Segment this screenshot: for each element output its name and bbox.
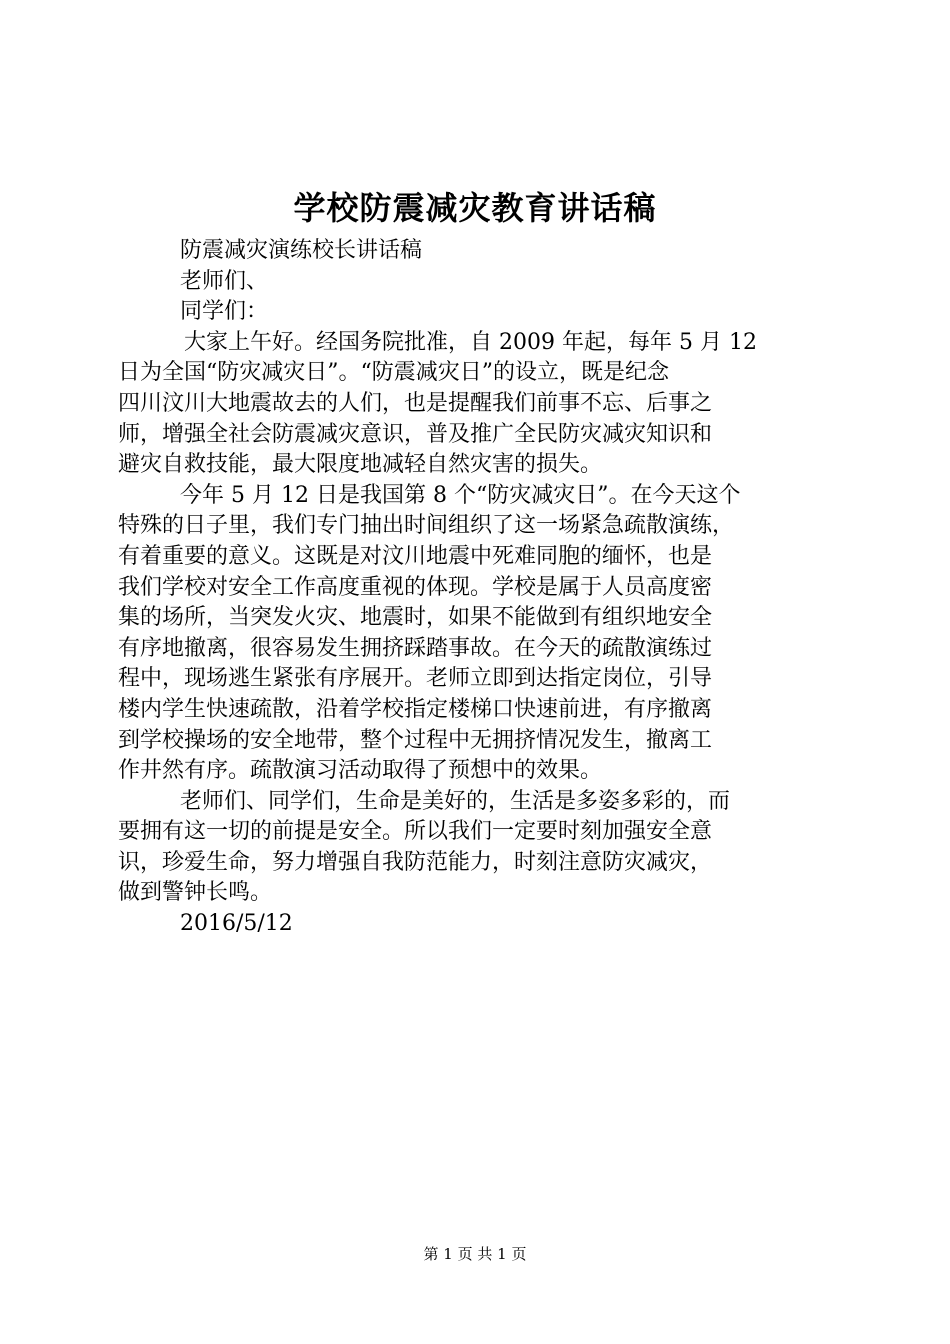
salutation-teachers: 老师们、 (180, 268, 269, 294)
paragraph-1 (118, 328, 834, 481)
document-body (118, 236, 834, 940)
paragraph-line: 做到警钟长鸣。 (118, 880, 273, 906)
paragraph-3 (118, 787, 834, 909)
paragraph-line: 避灾自救技能，最大限度地减轻自然灾害的损失。 (118, 452, 603, 478)
paragraph-line: 师，增强全社会防震减灾意识，普及推广全民防灾减灾知识和 (118, 421, 713, 447)
document-title: 学校防震减灾教育讲话稿 (293, 189, 657, 227)
paragraph-line: 日为全国“防灾减灾日”。“防震减灾日”的设立，既是纪念 (118, 360, 669, 386)
paragraph-line: 要拥有这一切的前提是安全。所以我们一定要时刻加强安全意 (118, 819, 713, 845)
paragraph-line: 老师们、同学们，生命是美好的，生活是多姿多彩的，而 (180, 788, 731, 814)
paragraph-line: 识，珍爱生命，努力增强自我防范能力，时刻注意防灾减灾， (118, 849, 713, 875)
paragraph-line: 大家上午好。经国务院批准，自 2009 年起，每年 5 月 12 (184, 329, 757, 355)
paragraph-line: 特殊的日子里，我们专门抽出时间组织了这一场紧急疏散演练， (118, 513, 735, 539)
document-date: 2016/5/12 (180, 911, 293, 937)
document-subtitle: 防震减灾演练校长讲话稿 (180, 238, 423, 263)
paragraph-line: 到学校操场的安全地带，整个过程中无拥挤情况发生，撤离工 (118, 727, 713, 753)
paragraph-2 (118, 481, 834, 787)
paragraph-line: 今年 5 月 12 日是我国第 8 个“防灾减灾日”。在今天这个 (180, 482, 741, 508)
paragraph-line: 四川汶川大地震故去的人们，也是提醒我们前事不忘、后事之 (118, 390, 713, 416)
salutation-students: 同学们： (180, 299, 269, 325)
paragraph-line: 有序地撤离，很容易发生拥挤踩踏事故。在今天的疏散演练过 (118, 635, 713, 661)
paragraph-line: 集的场所，当突发火灾、地震时，如果不能做到有组织地安全 (118, 605, 713, 631)
paragraph-line: 我们学校对安全工作高度重视的体现。学校是属于人员高度密 (118, 574, 713, 600)
paragraph-line: 楼内学生快速疏散，沿着学校指定楼梯口快速前进，有序撤离 (118, 696, 713, 722)
page-footer: 第 1 页 共 1 页 (423, 1245, 527, 1263)
paragraph-line: 作井然有序。疏散演习活动取得了预想中的效果。 (118, 758, 603, 784)
paragraph-line: 有着重要的意义。这既是对汶川地震中死难同胞的缅怀，也是 (118, 543, 713, 569)
paragraph-line: 程中，现场逃生紧张有序展开。老师立即到达指定岗位，引导 (118, 666, 713, 692)
